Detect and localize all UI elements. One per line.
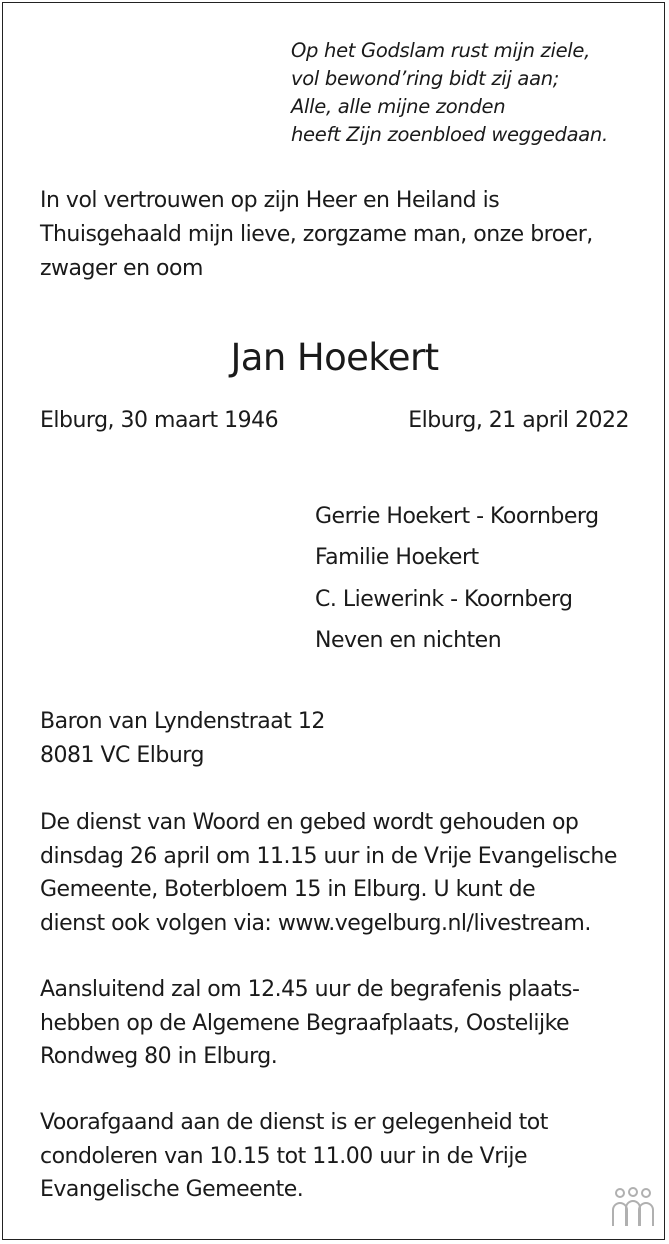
address-line: Baron van Lyndenstraat 12: [40, 709, 325, 734]
service-line: De dienst van Woord en gebed wordt gehouden op: [40, 810, 579, 835]
burial-line: Aansluitend zal om 12.45 uur de begrafenis plaats-: [40, 977, 580, 1002]
poem-line: Alle, alle mijne zonden: [291, 95, 506, 118]
mourner-name: C. Liewerink - Koornberg: [315, 586, 573, 612]
burial-info: [40, 973, 579, 1074]
poem-line: vol bewond’ring bidt zij aan;: [291, 67, 560, 90]
poem-line: Op het Godslam rust mijn ziele,: [291, 39, 590, 62]
correspondence-address: [40, 705, 325, 772]
condolence-line: condoleren van 10.15 tot 11.00 uur in de Vrije: [40, 1143, 528, 1169]
mourner-name: Gerrie Hoekert - Koornberg: [315, 504, 599, 529]
death-date: Elburg, 21 april 2022: [408, 408, 629, 433]
people-group-icon: [610, 1186, 656, 1230]
poem-verse: [291, 37, 608, 149]
condolence-info: [40, 1106, 548, 1207]
poem-line: heeft Zijn zoenbloed weggedaan.: [291, 123, 608, 146]
condolence-line: Voorafgaand aan de dienst is er gelegenheid tot: [40, 1110, 548, 1135]
address-line: 8081 VC Elburg: [40, 742, 204, 768]
deceased-name: Jan Hoekert: [230, 336, 439, 379]
burial-line: Rondweg 80 in Elburg.: [40, 1044, 278, 1069]
burial-line: hebben op de Algemene Begraafplaats, Oostelijke: [40, 1010, 570, 1036]
mourner-name: Neven en nichten: [315, 627, 502, 653]
service-line: Gemeente, Boterbloem 15 in Elburg. U kunt de: [40, 877, 536, 902]
service-info: [40, 806, 617, 940]
intro-text: [40, 184, 593, 286]
mourner-name: Familie Hoekert: [315, 545, 479, 571]
birth-date: Elburg, 30 maart 1946: [40, 408, 279, 433]
mourners-list: [315, 496, 599, 661]
condolence-line: Evangelische Gemeente.: [40, 1177, 304, 1202]
intro-line: In vol vertrouwen op zijn Heer en Heiland is: [40, 188, 500, 213]
intro-line: zwager en oom: [40, 256, 203, 281]
service-line: dinsdag 26 april om 11.15 uur in de Vrije Evangelische: [40, 843, 617, 869]
service-line: dienst ook volgen via: www.vegelburg.nl/livestream.: [40, 910, 591, 936]
intro-line: Thuisgehaald mijn lieve, zorgzame man, onze broer,: [40, 222, 593, 247]
